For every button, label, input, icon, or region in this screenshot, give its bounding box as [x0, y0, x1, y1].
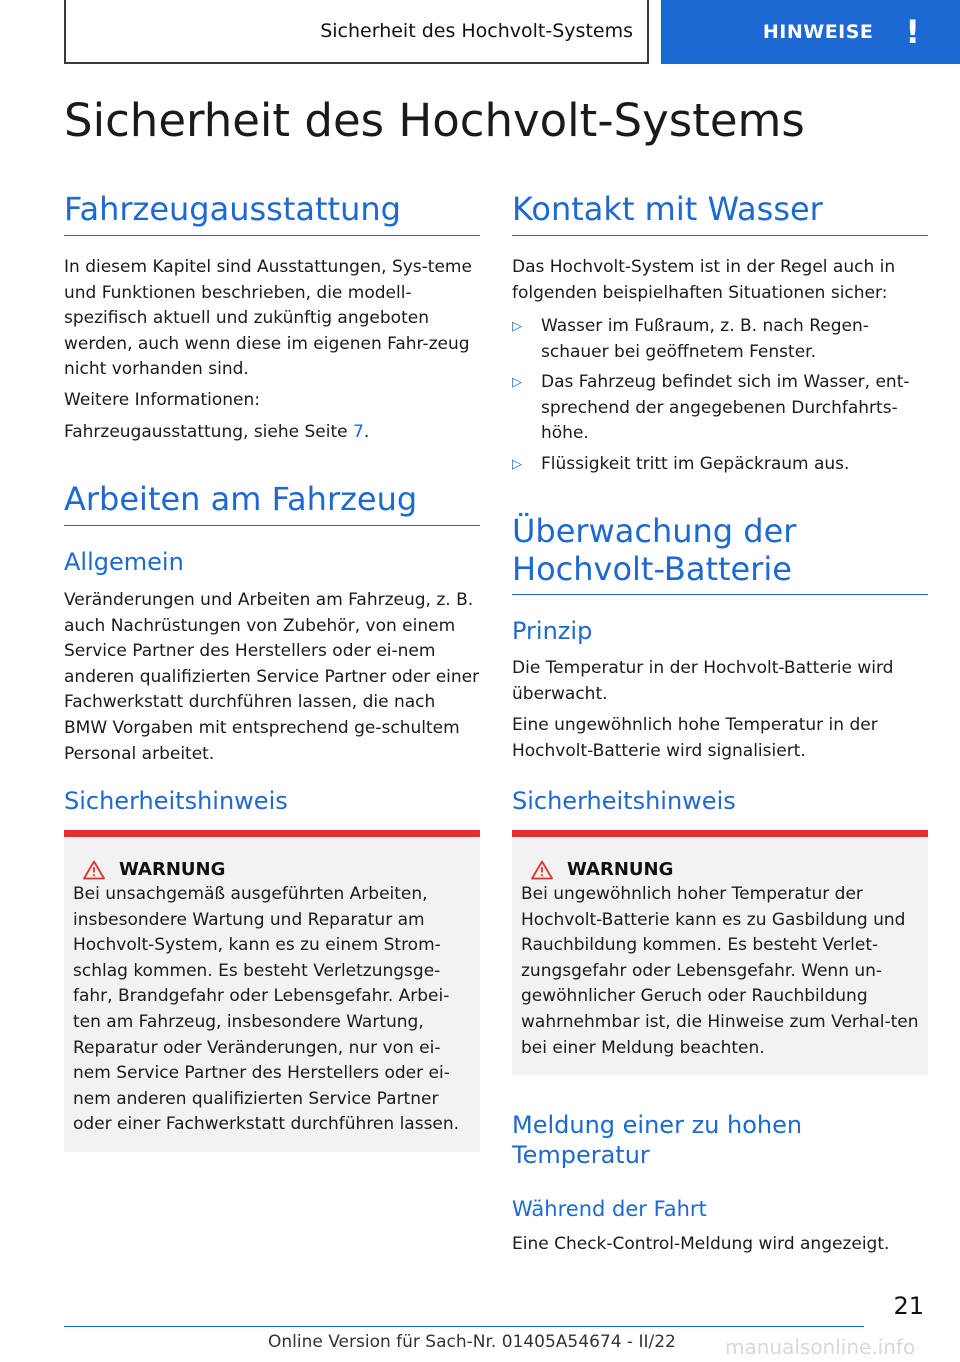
paragraph-prinzip-1: Die Temperatur in der Hochvolt-Batterie wird überwacht.: [512, 658, 894, 704]
heading-rule: [512, 235, 928, 236]
exclamation-icon: !: [905, 13, 920, 51]
heading-rule: [64, 235, 480, 236]
paragraph-reference: [64, 420, 480, 446]
subheading-sicherheitshinweis: Sicherheitshinweis: [64, 787, 288, 815]
warning-triangle-icon: [83, 860, 105, 880]
warning-text: Bei ungewöhnlich hoher Temperatur der Hochvolt-Batterie kann es zu Gasbildung und Rauchbildung kommen. Es besteht Verlet-zungsgefahr oder Lebensgefahr. Wenn un-gewöhnlicher Geruch oder Rauchbildung wahrnehmbar ist, die Hinweise zum Verhal-ten bei einer Meldung beachten.: [521, 884, 919, 1058]
page-link[interactable]: 7: [353, 422, 364, 442]
list-item: [512, 452, 928, 478]
warning-box: [512, 830, 928, 1075]
page-title: Sicherheit des Hochvolt-Systems: [64, 94, 805, 147]
heading-rule: [64, 525, 480, 526]
header-section-title: Sicherheit des Hochvolt-Systems: [320, 20, 633, 42]
heading-kontakt-mit-wasser: Kontakt mit Wasser: [512, 190, 823, 228]
paragraph-prinzip-2: Eine ungewöhnlich hohe Temperatur in der Hochvolt-Batterie wird signalisiert.: [512, 715, 878, 761]
list-item: [512, 314, 928, 365]
reference-text: Fahrzeugausstattung, siehe Seite: [64, 422, 353, 442]
list-item-text: Wasser im Fußraum, z. B. nach Regen-schauer bei geöffnetem Fenster.: [541, 316, 869, 362]
paragraph-check-control: Eine Check-Control-Meldung wird angezeigt.: [512, 1234, 890, 1254]
warning-header: [521, 859, 920, 880]
triangle-bullet-icon: ▷: [512, 456, 522, 472]
heading-arbeiten-am-fahrzeug: Arbeiten am Fahrzeug: [64, 480, 418, 518]
heading-rule: [512, 594, 928, 595]
reference-end: .: [363, 422, 370, 442]
triangle-bullet-icon: ▷: [512, 375, 522, 391]
header-chapter-title: HINWEISE: [762, 21, 874, 43]
list-item: [512, 370, 928, 447]
watermark: manualsonline.info: [725, 1335, 916, 1359]
warning-title: WARNUNG: [567, 859, 674, 880]
heading-fahrzeugausstattung: Fahrzeugausstattung: [64, 190, 401, 228]
triangle-bullet-icon: ▷: [512, 319, 522, 334]
subheading-meldung: Meldung einer zu hohen Temperatur: [512, 1111, 803, 1169]
warning-box: [64, 830, 480, 1152]
paragraph-fahrzeugausstattung: In diesem Kapitel sind Ausstattungen, Sys-teme und Funktionen beschrieben, die modell-spezifisch aktuell und zukünftig angeboten werden, auch wenn diese im eigenen Fahr-zeug nicht vorhanden sind.: [64, 257, 472, 380]
header-chapter-tab: [661, 0, 960, 64]
header-section-tab: [64, 0, 649, 64]
warning-header: [73, 859, 472, 880]
footer-rule: [64, 1326, 864, 1327]
heading-ueberwachung: Überwachung der Hochvolt-Batterie: [512, 512, 797, 588]
page-number: 21: [893, 1292, 924, 1320]
warning-text: Bei unsachgemäß ausgeführten Arbeiten, insbesondere Wartung und Reparatur am Hochvolt-System, kann es zu einem Strom-schlag kommen. Es besteht Verletzungsge-fahr, Brandgefahr oder Lebensgefahr. Arbei-ten am Fahrzeug, insbesondere Wartung, Reparatur oder Veränderungen, nur von ei-nem Service Partner des Herstellers oder ei-nem anderen qualifizierten Service Partner oder einer Fachwerkstatt durchführen lassen.: [73, 884, 460, 1135]
subheading-allgemein: Allgemein: [64, 548, 184, 576]
warning-title: WARNUNG: [119, 859, 226, 880]
warning-triangle-icon: [531, 860, 553, 880]
paragraph-wasser: Das Hochvolt-System ist in der Regel auch in folgenden beispielhaften Situationen sicher:: [512, 257, 896, 303]
subheading-prinzip: Prinzip: [512, 617, 593, 645]
paragraph-weitere-informationen: Weitere Informationen:: [64, 390, 260, 410]
list-item-text: Das Fahrzeug befindet sich im Wasser, ent-sprechend der angegebenen Durchfahrts-höhe.: [541, 372, 910, 444]
footer-online-version: Online Version für Sach-Nr. 01405A54674 - II/22: [268, 1332, 676, 1352]
paragraph-allgemein: Veränderungen und Arbeiten am Fahrzeug, z. B. auch Nachrüstungen von Zubehör, von einem Service Partner des Herstellers oder ei-nem anderen qualifizierten Service Partner oder einer Fachwerkstatt durchführen lassen, die nach BMW Vorgaben mit entsprechend ge-schultem Personal arbeitet.: [64, 590, 480, 764]
bullet-list: [512, 314, 928, 483]
subheading-waehrend-der-fahrt: Während der Fahrt: [512, 1197, 707, 1221]
list-item-text: Flüssigkeit tritt im Gepäckraum aus.: [541, 453, 850, 474]
subheading-sicherheitshinweis: Sicherheitshinweis: [512, 787, 736, 815]
